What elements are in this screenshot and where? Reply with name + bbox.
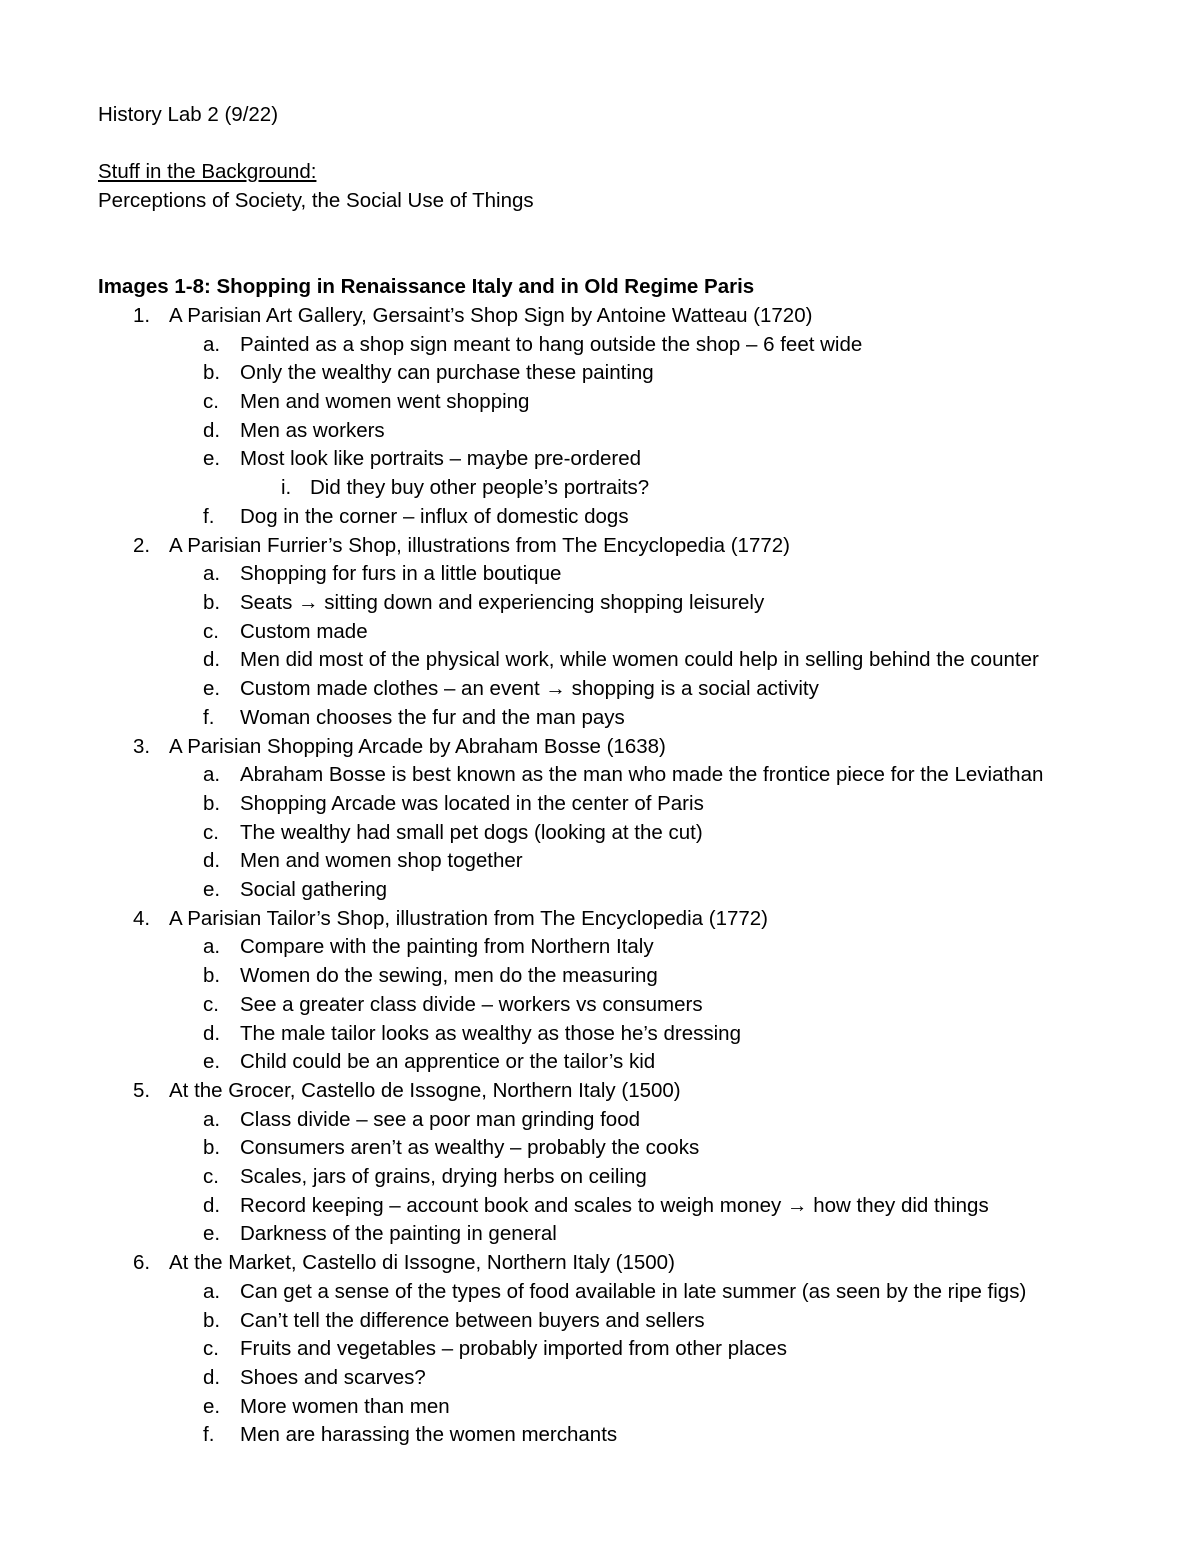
outline-subitem-marker: b. bbox=[203, 591, 221, 614]
outline-subitem-text: See a greater class divide – workers vs consumers bbox=[240, 993, 703, 1016]
outline-subitem-marker: d. bbox=[203, 648, 221, 671]
outline-subitem-marker: e. bbox=[203, 1222, 221, 1245]
outline-subitem-marker: e. bbox=[203, 1050, 221, 1073]
document-page: History Lab 2 (9/22) Stuff in the Background: Perceptions of Society, the Social Use of Things Images 1-8: Shopping in Renaissance Italy and in Old Regime Paris 1. A Parisian Art Gallery, Gersaint’s Shop Sign by Antoine Watteau (1720) a. Painted as a shop sign meant to hang outside the shop – 6 feet wide b. Only the wealthy can purchase these painting c. Men and women went shopping d. Men as workers e. Most look like portraits – maybe pre-ordered i. Did they buy other people’s portraits? f. Dog in the corner – influx of domestic dogs 2. A Parisian Furrier’s Shop, illustrations from The Encyclopedia (1772) a. Shopping for furs in a little boutique b. Seats → sitting down and experiencing shopping leisurely c. Custom made d. Men did most of the physical work, while women could help in selling behind the counter e. Custom made clothes – an event → shopping is a social activity f. Woman chooses the fur and the man pays 3. A Parisian Shopping Arcade by Abraham Bosse (1638) a. Abraham Bosse is best known as the man who made the frontice piece for the Leviathan b. Shopping Arcade was located in the center of Paris c. The wealthy had small pet dogs (looking at the cut) d. Men and women shop together e. Social gathering 4. A Parisian Tailor’s Shop, illustration from The Encyclopedia (1772) a. Compare with the painting from Northern Italy b. Women do the sewing, men do the measuring c. See a greater class divide – workers vs consumers d. The male tailor looks as wealthy as those he’s dressing e. Child could be an apprentice or the tailor’s kid 5. At the Grocer, Castello de Issogne, Northern Italy (1500) a. Class divide – see a poor man grinding food b. Consumers aren’t as wealthy – probably the cooks c. Scales, jars of grains, drying herbs on ceiling d. Record keeping – account book and scales to weigh money → how they did things e. Darkness of the painting in general 6. At the Market, Castello di Issogne, Northern Italy (1500) a. Can get a sense of the types of food available in late summer (as seen by the ripe figs) b. Can’t tell the difference between buyers and sellers c. Fruits and vegetables – probably imported from other places d. Shoes and scarves? e. More women than men f. Men are harassing the women merchants bbox=[0, 0, 1200, 1553]
outline-item-marker: 2. bbox=[133, 534, 151, 557]
outline-item-marker: 5. bbox=[133, 1079, 151, 1102]
outline-item-marker: 3. bbox=[133, 735, 151, 758]
outline-subitem-text: Abraham Bosse is best known as the man who made the frontice piece for the Leviathan bbox=[240, 763, 1044, 786]
outline-subitem-marker: d. bbox=[203, 1194, 221, 1217]
outline-subitem-text: Painted as a shop sign meant to hang outside the shop – 6 feet wide bbox=[240, 333, 863, 356]
outline-subitem-marker: f. bbox=[203, 706, 215, 729]
outline-subitem-marker: d. bbox=[203, 1022, 221, 1045]
outline-subitem-text: Dog in the corner – influx of domestic dogs bbox=[240, 505, 629, 528]
outline-subitem-text: The wealthy had small pet dogs (looking at the cut) bbox=[240, 821, 703, 844]
outline-subitem-text: Seats → sitting down and experiencing shopping leisurely bbox=[240, 591, 765, 614]
outline-subitem-marker: a. bbox=[203, 562, 221, 585]
outline-subitem-marker: a. bbox=[203, 763, 221, 786]
outline-subitem-text: Shoes and scarves? bbox=[240, 1366, 426, 1389]
outline-subitem-marker: c. bbox=[203, 620, 219, 643]
outline-subitem-text: Custom made bbox=[240, 620, 368, 643]
outline-subitem-text: Shopping for furs in a little boutique bbox=[240, 562, 562, 585]
outline-subsubitem-text: Did they buy other people’s portraits? bbox=[310, 476, 650, 499]
outline-subitem-text: Woman chooses the fur and the man pays bbox=[240, 706, 625, 729]
outline-item-marker: 4. bbox=[133, 907, 151, 930]
outline-item-text: At the Grocer, Castello de Issogne, Northern Italy (1500) bbox=[169, 1079, 681, 1102]
outline-subitem-marker: e. bbox=[203, 1395, 221, 1418]
outline-subitem-text: Men as workers bbox=[240, 419, 385, 442]
outline-subitem-text: Record keeping – account book and scales to weigh money → how they did things bbox=[240, 1194, 989, 1217]
outline-subitem-text: Men did most of the physical work, while women could help in selling behind the counter bbox=[240, 648, 1039, 671]
outline-subitem-marker: c. bbox=[203, 1165, 219, 1188]
outline-subitem-marker: a. bbox=[203, 1108, 221, 1131]
outline-subitem-text: More women than men bbox=[240, 1395, 450, 1418]
outline-subitem-marker: a. bbox=[203, 935, 221, 958]
outline-item-text: A Parisian Furrier’s Shop, illustrations from The Encyclopedia (1772) bbox=[169, 534, 790, 557]
outline-subitem-text: Only the wealthy can purchase these painting bbox=[240, 361, 654, 384]
outline-item-text: A Parisian Art Gallery, Gersaint’s Shop Sign by Antoine Watteau (1720) bbox=[169, 304, 813, 327]
outline-subitem-text: Darkness of the painting in general bbox=[240, 1222, 557, 1245]
outline-subitem-text: Custom made clothes – an event → shopping is a social activity bbox=[240, 677, 819, 700]
outline-subitem-marker: b. bbox=[203, 792, 221, 815]
outline-subitem-text: Child could be an apprentice or the tailor’s kid bbox=[240, 1050, 656, 1073]
outline-subitem-text: Compare with the painting from Northern Italy bbox=[240, 935, 654, 958]
outline-subitem-marker: a. bbox=[203, 1280, 221, 1303]
outline-item-marker: 6. bbox=[133, 1251, 151, 1274]
outline-item-text: A Parisian Tailor’s Shop, illustration from The Encyclopedia (1772) bbox=[169, 907, 768, 930]
outline-subitem-marker: c. bbox=[203, 1337, 219, 1360]
outline-subitem-marker: f. bbox=[203, 1423, 215, 1446]
outline-subitem-marker: e. bbox=[203, 878, 221, 901]
outline-subitem-text: The male tailor looks as wealthy as those he’s dressing bbox=[240, 1022, 741, 1045]
outline-subitem-marker: d. bbox=[203, 419, 221, 442]
outline-subitem-text: Men are harassing the women merchants bbox=[240, 1423, 618, 1446]
outline-subitem-marker: b. bbox=[203, 1136, 221, 1159]
outline-subitem-text: Consumers aren’t as wealthy – probably the cooks bbox=[240, 1136, 700, 1159]
outline-subitem-text: Shopping Arcade was located in the center of Paris bbox=[240, 792, 704, 815]
outline-subitem-marker: b. bbox=[203, 361, 221, 384]
outline-subitem-text: Social gathering bbox=[240, 878, 388, 901]
outline-subitem-marker: e. bbox=[203, 677, 221, 700]
outline-item-text: At the Market, Castello di Issogne, Northern Italy (1500) bbox=[169, 1251, 675, 1274]
outline-subitem-marker: e. bbox=[203, 447, 221, 470]
outline-item-marker: 1. bbox=[133, 304, 151, 327]
outline-subitem-marker: f. bbox=[203, 505, 215, 528]
outline-subitem-text: Women do the sewing, men do the measuring bbox=[240, 964, 658, 987]
outline-subitem-marker: d. bbox=[203, 1366, 221, 1389]
outline-subitem-text: Can’t tell the difference between buyers and sellers bbox=[240, 1309, 705, 1332]
outline-subitem-marker: c. bbox=[203, 821, 219, 844]
outline-subitem-text: Fruits and vegetables – probably imported from other places bbox=[240, 1337, 787, 1360]
outline-subitem-text: Most look like portraits – maybe pre-ordered bbox=[240, 447, 642, 470]
outline-subitem-marker: d. bbox=[203, 849, 221, 872]
outline-subitem-text: Can get a sense of the types of food available in late summer (as seen by the ripe figs) bbox=[240, 1280, 1027, 1303]
outline-subitem-text: Men and women shop together bbox=[240, 849, 523, 872]
outline-subitem-text: Men and women went shopping bbox=[240, 390, 530, 413]
outline-item-text: A Parisian Shopping Arcade by Abraham Bosse (1638) bbox=[169, 735, 666, 758]
outline-subsubitem-marker: i. bbox=[281, 476, 292, 499]
outline-subitem-marker: c. bbox=[203, 390, 219, 413]
outline-subitem-marker: a. bbox=[203, 333, 221, 356]
outline-subitem-marker: b. bbox=[203, 964, 221, 987]
outline-subitem-text: Class divide – see a poor man grinding food bbox=[240, 1108, 640, 1131]
outline-subitem-marker: b. bbox=[203, 1309, 221, 1332]
outline-subitem-marker: c. bbox=[203, 993, 219, 1016]
outline-subitem-text: Scales, jars of grains, drying herbs on ceiling bbox=[240, 1165, 647, 1188]
